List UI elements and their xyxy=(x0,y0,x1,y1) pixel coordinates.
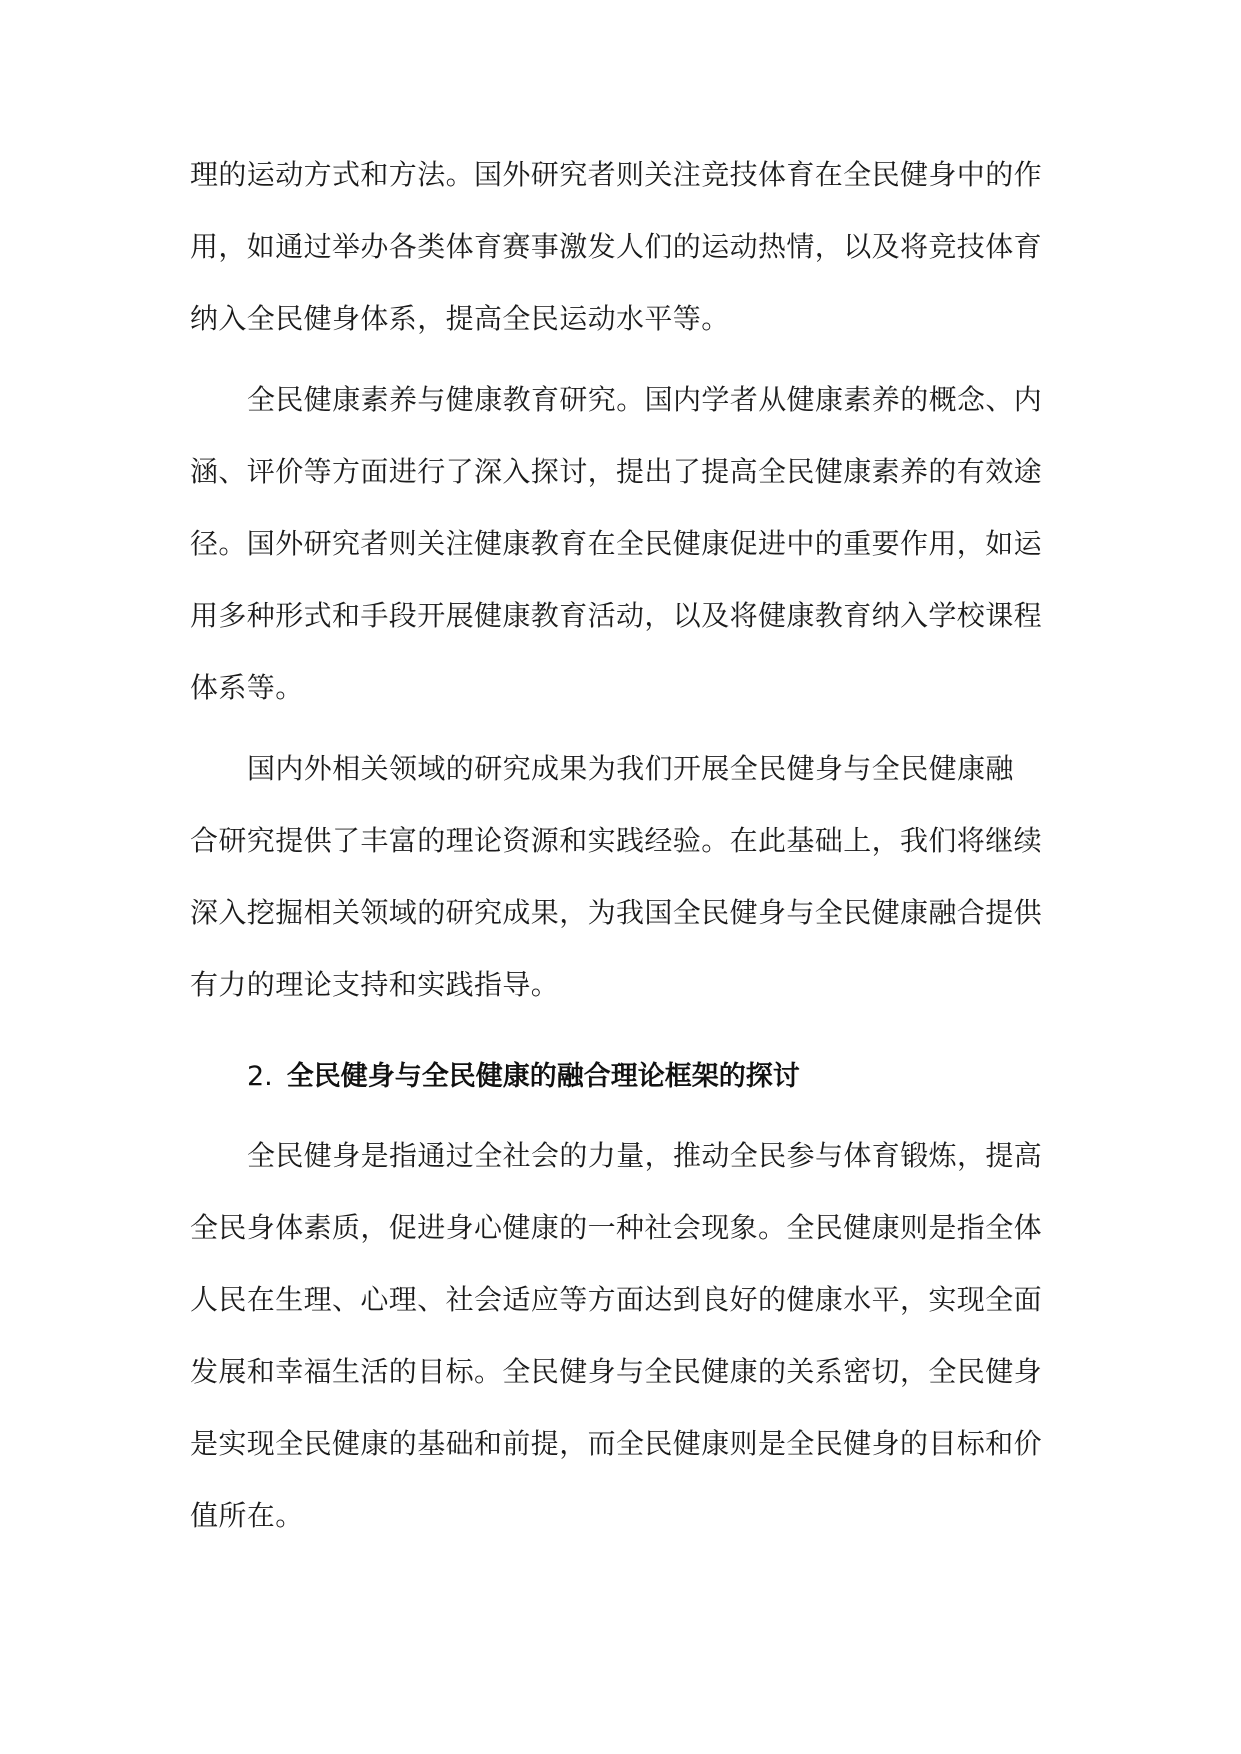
paragraph-line: 有力的理论支持和实践指导。 xyxy=(190,968,560,1001)
paragraph-line: 人民在生理、心理、社会适应等方面达到良好的健康水平，实现全面 xyxy=(190,1283,1043,1316)
paragraph-line: 全民身体素质，促进身心健康的一种社会现象。全民健康则是指全体 xyxy=(190,1211,1043,1244)
paragraph-line: 体系等。 xyxy=(190,671,304,704)
section-title: 全民健身与全民健康的融合理论框架的探讨 xyxy=(286,1061,800,1092)
paragraph-line: 纳入全民健身体系，提高全民运动水平等。 xyxy=(190,302,730,335)
paragraph-line: 全民健康素养与健康教育研究。国内学者从健康素养的概念、内 xyxy=(247,383,1043,416)
paragraph-line: 用多种形式和手段开展健康教育活动，以及将健康教育纳入学校课程 xyxy=(190,599,1043,632)
paragraph-line: 径。国外研究者则关注健康教育在全民健康促进中的重要作用，如运 xyxy=(190,527,1043,560)
paragraph-line: 值所在。 xyxy=(190,1499,304,1532)
paragraph-line: 深入挖掘相关领域的研究成果，为我国全民健身与全民健康融合提供 xyxy=(190,896,1043,929)
paragraph-line: 理的运动方式和方法。国外研究者则关注竞技体育在全民健身中的作 xyxy=(190,158,1043,191)
paragraph-line: 全民健身是指通过全社会的力量，推动全民参与体育锻炼，提高 xyxy=(247,1139,1043,1172)
section-heading xyxy=(247,1057,1060,1097)
paragraph-line: 发展和幸福生活的目标。全民健身与全民健康的关系密切，全民健身 xyxy=(190,1355,1043,1388)
paragraph-line: 用，如通过举办各类体育赛事激发人们的运动热情，以及将竞技体育 xyxy=(190,230,1043,263)
paragraph-line: 是实现全民健康的基础和前提，而全民健康则是全民健身的目标和价 xyxy=(190,1427,1043,1460)
paragraph-line: 合研究提供了丰富的理论资源和实践经验。在此基础上，我们将继续 xyxy=(190,824,1043,857)
paragraph-line: 国内外相关领域的研究成果为我们开展全民健身与全民健康融 xyxy=(247,752,1014,785)
paragraph-line: 涵、评价等方面进行了深入探讨，提出了提高全民健康素养的有效途 xyxy=(190,455,1043,488)
section-number: 2. xyxy=(247,1061,273,1092)
